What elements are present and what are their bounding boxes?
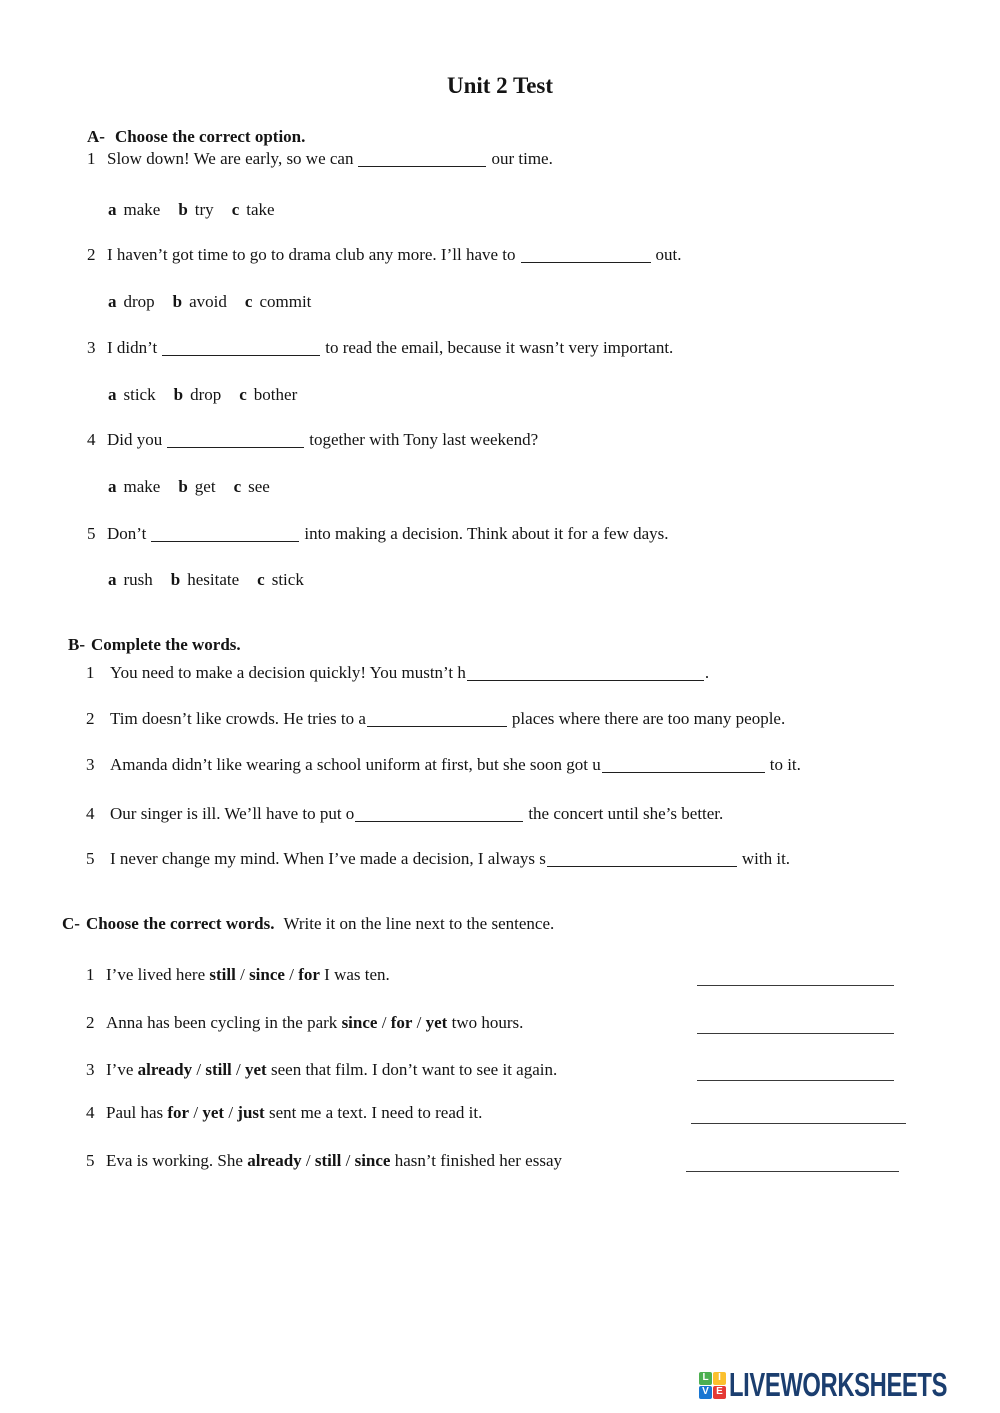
question-c2 (86, 1012, 523, 1034)
answer-blank-b3[interactable] (602, 759, 765, 773)
question-text: You need to make a decision quickly! You mustn’t h (110, 663, 466, 682)
question-number: 4 (86, 1103, 95, 1122)
section-b-title: Complete the words. (91, 635, 241, 654)
question-number: 3 (86, 1060, 95, 1079)
option-a2-a[interactable]: a drop (108, 292, 155, 311)
question-text: I haven’t got time to go to drama club any more. I’ll have to (107, 245, 516, 264)
option-a1-c[interactable]: c take (231, 200, 275, 219)
page-title: Unit 2 Test (446, 73, 554, 98)
question-number: 2 (86, 1013, 95, 1032)
answer-blank-b2[interactable] (367, 713, 507, 727)
question-c5 (86, 1150, 562, 1172)
question-text: Anna has been cycling in the park since / for / yet two hours. (106, 1013, 524, 1032)
question-text: Paul has for / yet / just sent me a text. I need to read it. (106, 1103, 483, 1122)
question-text: into making a decision. Think about it for a few days. (304, 524, 669, 543)
question-text: Tim doesn’t like crowds. He tries to a (110, 709, 366, 728)
question-text: Did you (107, 430, 163, 449)
question-a2 (87, 244, 682, 266)
question-number: 5 (86, 849, 95, 868)
section-a-label: A- (87, 127, 105, 146)
write-line-c3[interactable] (697, 1080, 894, 1081)
question-text: . (704, 663, 710, 682)
question-text: places where there are too many people. (511, 709, 786, 728)
question-number: 1 (86, 663, 95, 682)
option-a3-a[interactable]: a stick (108, 385, 156, 404)
answer-blank-a3[interactable] (162, 342, 320, 356)
question-number: 5 (87, 524, 96, 543)
option-a5-a[interactable]: a rush (108, 570, 153, 589)
option-a2-c[interactable]: c commit (244, 292, 312, 311)
question-number: 2 (87, 245, 96, 264)
question-text: Slow down! We are early, so we can (107, 149, 354, 168)
liveworksheets-logo-icon (699, 1372, 726, 1399)
logo-text: LIVEWORKSHEETS (729, 1366, 948, 1403)
question-text: to read the email, because it wasn’t very important. (325, 338, 674, 357)
section-c-label: C- (62, 914, 80, 933)
answer-blank-a1[interactable] (358, 153, 486, 167)
answer-blank-b1[interactable] (467, 667, 704, 681)
option-a2-b[interactable]: b avoid (172, 292, 227, 311)
question-number: 3 (87, 338, 96, 357)
question-number: 4 (86, 804, 95, 823)
options-a1 (108, 199, 293, 221)
option-a1-b[interactable]: b try (178, 200, 214, 219)
question-number: 3 (86, 755, 95, 774)
question-b1 (86, 662, 709, 684)
option-a3-b[interactable]: b drop (173, 385, 222, 404)
section-a-title: Choose the correct option. (114, 127, 306, 146)
question-text: I’ve lived here still / since / for I was ten. (106, 965, 390, 984)
question-text: with it. (741, 849, 791, 868)
options-a5 (108, 569, 322, 591)
write-line-c1[interactable] (697, 985, 894, 986)
question-text: I’ve already / still / yet seen that film. I don’t want to see it again. (106, 1060, 558, 1079)
section-a-heading (87, 126, 305, 148)
question-b2 (86, 708, 785, 730)
question-number: 1 (86, 965, 95, 984)
question-c3 (86, 1059, 557, 1081)
section-b-heading (68, 634, 241, 656)
question-b3 (86, 754, 801, 776)
question-a1 (87, 148, 553, 170)
option-a4-a[interactable]: a make (108, 477, 161, 496)
answer-blank-b5[interactable] (547, 853, 737, 867)
section-c-subtitle: Write it on the line next to the sentence. (283, 914, 555, 933)
write-line-c4[interactable] (691, 1123, 906, 1124)
logo-square-e: E (713, 1386, 726, 1399)
question-b5 (86, 848, 790, 870)
logo-square-l: L (699, 1372, 712, 1385)
question-text: Our singer is ill. We’ll have to put o (110, 804, 355, 823)
option-a4-c[interactable]: c see (233, 477, 270, 496)
question-text: I didn’t (107, 338, 158, 357)
question-a4 (87, 429, 538, 451)
question-text: out. (655, 245, 682, 264)
question-text: together with Tony last weekend? (309, 430, 539, 449)
question-number: 5 (86, 1151, 95, 1170)
option-a5-c[interactable]: c stick (257, 570, 304, 589)
question-a3 (87, 337, 673, 359)
question-c4 (86, 1102, 482, 1124)
question-number: 4 (87, 430, 96, 449)
option-a5-b[interactable]: b hesitate (170, 570, 240, 589)
question-number: 2 (86, 709, 95, 728)
answer-blank-a2[interactable] (521, 249, 651, 263)
question-c1 (86, 964, 390, 986)
option-a3-c[interactable]: c bother (239, 385, 298, 404)
question-number: 1 (87, 149, 96, 168)
question-text: to it. (769, 755, 801, 774)
section-b-label: B- (68, 635, 85, 654)
question-text: the concert until she’s better. (528, 804, 724, 823)
write-line-c2[interactable] (697, 1033, 894, 1034)
answer-blank-b4[interactable] (355, 808, 523, 822)
liveworksheets-logo[interactable] (699, 1366, 1000, 1403)
question-text: I never change my mind. When I’ve made a decision, I always s (110, 849, 546, 868)
question-text: Amanda didn’t like wearing a school uniform at first, but she soon got u (110, 755, 601, 774)
question-text: Eva is working. She already / still / since hasn’t finished her essay (106, 1151, 563, 1170)
options-a4 (108, 476, 288, 498)
answer-blank-a5[interactable] (151, 528, 299, 542)
question-b4 (86, 803, 723, 825)
logo-square-i: I (713, 1372, 726, 1385)
section-c-heading (62, 913, 554, 935)
section-c-title: Choose the correct words. (85, 914, 275, 933)
question-text: our time. (491, 149, 553, 168)
options-a2 (108, 291, 329, 313)
option-a4-b[interactable]: b get (178, 477, 216, 496)
question-text: Don’t (107, 524, 147, 543)
write-line-c5[interactable] (686, 1171, 899, 1172)
option-a1-a[interactable]: a make (108, 200, 161, 219)
question-a5 (87, 523, 669, 545)
options-a3 (108, 384, 315, 406)
answer-blank-a4[interactable] (167, 434, 304, 448)
logo-square-v: V (699, 1386, 712, 1399)
